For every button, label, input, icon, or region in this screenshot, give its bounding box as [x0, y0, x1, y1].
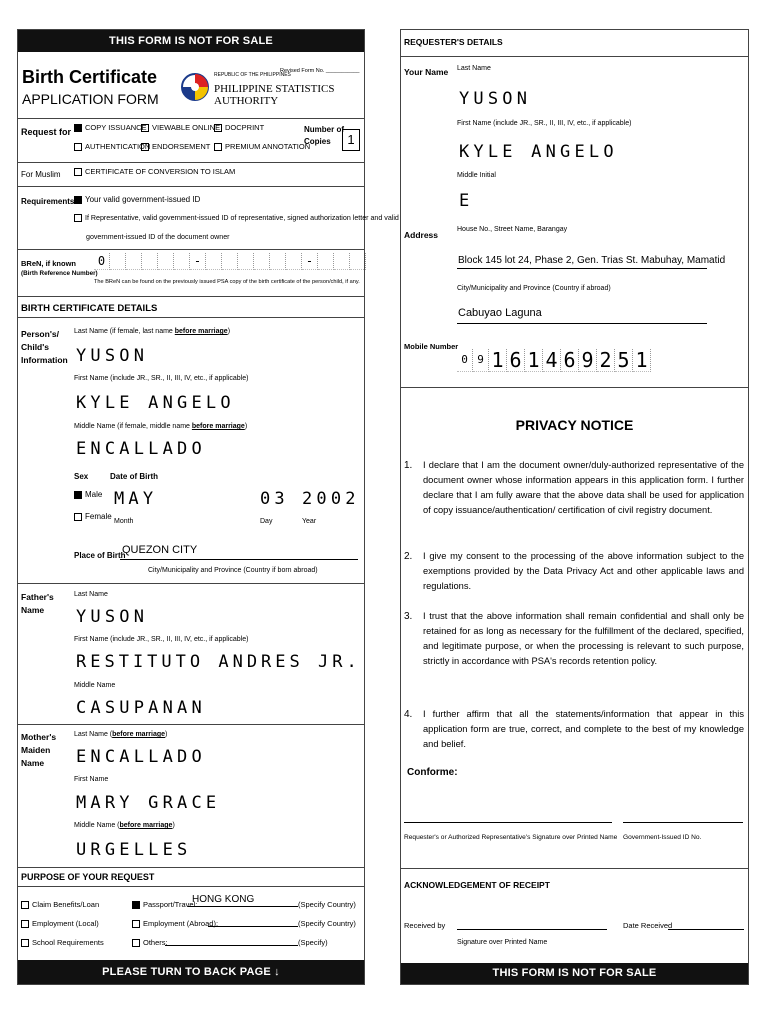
year-label: Year — [302, 518, 317, 525]
place-of-birth-label: Place of Birth — [74, 551, 126, 560]
for-muslim-label: For Muslim — [21, 170, 61, 179]
child-middle-name[interactable]: ENCALLADO — [76, 439, 206, 459]
mother-middle-name-hint: Middle Name (before marriage) — [74, 822, 175, 829]
bren-label: BReN, if known (Birth Reference Number) — [21, 259, 98, 277]
requester-details-title: REQUESTER'S DETAILS — [404, 37, 503, 47]
turn-to-back-page-banner: PLEASE TURN TO BACK PAGE ↓ — [18, 960, 364, 984]
mother-middle-name[interactable]: URGELLES — [76, 840, 192, 860]
specify-hint: (Specify) — [298, 938, 328, 947]
place-of-birth-hint: City/Municipality and Province (Country if born abroad) — [148, 567, 318, 574]
purpose-title: PURPOSE OF YOUR REQUEST — [21, 872, 155, 882]
month-label: Month — [114, 518, 134, 525]
passport-country-value[interactable]: HONG KONG — [192, 894, 255, 905]
purpose-others[interactable]: Others: — [132, 938, 168, 947]
checkbox-icon — [74, 143, 82, 151]
republic-label: REPUBLIC OF THE PHILIPPINES — [214, 72, 291, 78]
signature-line[interactable] — [404, 822, 612, 823]
option-premium-annotation[interactable]: PREMIUM ANNOTATION — [214, 142, 310, 151]
requirement-own-id[interactable]: Your valid government-issued ID — [74, 195, 200, 204]
city-value[interactable]: Cabuyao Laguna — [458, 307, 542, 319]
address-label: Address — [404, 230, 439, 240]
sex-female-option[interactable]: Female — [74, 512, 112, 521]
checkbox-icon — [141, 143, 149, 151]
gov-id-line[interactable] — [623, 822, 743, 823]
number-of-copies-label: Number of Copies — [304, 125, 344, 146]
father-middle-name[interactable]: CASUPANAN — [76, 698, 206, 718]
form-subtitle: APPLICATION FORM — [22, 91, 159, 107]
child-first-name-hint: First Name (include JR., SR., II, III, IV, etc., if applicable) — [74, 375, 249, 382]
your-name-label: Your Name — [404, 67, 449, 77]
option-endorsement[interactable]: ENDORSEMENT — [141, 142, 210, 151]
checkbox-icon — [74, 214, 82, 222]
child-first-name[interactable]: KYLE ANGELO — [76, 393, 235, 413]
checkbox-icon — [74, 168, 82, 176]
signature-printed-label: Signature over Printed Name — [457, 939, 548, 946]
father-middle-name-hint: Middle Name — [74, 682, 116, 689]
day-label: Day — [260, 518, 273, 525]
number-of-copies-value[interactable]: 1 — [342, 129, 360, 151]
dob-year[interactable]: 2002 — [302, 489, 360, 509]
requester-last-name-hint: Last Name — [457, 65, 491, 72]
bren-boxes[interactable]: 0 - - — [94, 253, 366, 270]
received-by-line[interactable] — [457, 929, 607, 930]
father-first-name-hint: First Name (include JR., SR., II, III, IV, etc., if applicable) — [74, 636, 249, 643]
child-last-name-hint: Last Name (if female, last name before marriage) — [74, 328, 231, 335]
requirement-representative-cont: government-issued ID of the document owner — [86, 233, 230, 241]
father-name-label: Father's Name — [21, 592, 54, 615]
middle-initial-hint: Middle Initial — [457, 172, 496, 179]
checkbox-checked-icon — [74, 491, 82, 499]
requirement-representative[interactable]: If Representative, valid government-issued ID of representative, signed authorization letter and valid — [74, 214, 399, 222]
option-viewable-online[interactable]: VIEWABLE ONLINE — [141, 123, 220, 132]
option-authentication[interactable]: AUTHENTICATION — [74, 142, 150, 151]
not-for-sale-banner: THIS FORM IS NOT FOR SALE — [18, 30, 364, 52]
form-title: Birth Certificate — [22, 67, 158, 87]
birth-certificate-form-front — [17, 29, 399, 985]
requester-first-name[interactable]: KYLE ANGELO — [459, 142, 618, 162]
checkbox-icon — [21, 939, 29, 947]
father-first-name[interactable]: RESTITUTO ANDRES JR. — [76, 652, 361, 672]
mobile-number-label: Mobile Number — [404, 342, 459, 351]
purpose-school[interactable]: School Requirements — [21, 938, 104, 947]
dob-month[interactable]: MAY — [114, 489, 158, 509]
conforme-label: Conforme: — [407, 767, 458, 778]
birth-certificate-form-back — [400, 29, 749, 985]
option-docprint[interactable]: DOCPRINT — [214, 123, 264, 132]
person-info-label: Person's/ Child's Information — [21, 329, 68, 365]
house-value[interactable]: Block 145 lot 24, Phase 2, Gen. Trias St. Mabuhay, Mamatid — [458, 255, 726, 266]
acknowledgement-title: ACKNOWLEDGEMENT OF RECEIPT — [404, 880, 550, 890]
checkbox-icon — [21, 920, 29, 928]
checkbox-icon — [74, 513, 82, 521]
checkbox-icon — [214, 124, 222, 132]
bren-digit: 0 — [94, 253, 110, 270]
checkbox-icon — [132, 920, 140, 928]
privacy-item-4: 4. I further affirm that all the statements/information that appear in this application form are true, correct, and complete to the best of my knowledge and belief. — [404, 709, 744, 749]
specify-country-hint-2: (Specify Country) — [298, 919, 356, 928]
checkbox-icon — [141, 124, 149, 132]
checkbox-icon — [21, 901, 29, 909]
requester-first-name-hint: First Name (include JR., SR., II, III, IV, etc., if applicable) — [457, 120, 632, 127]
father-last-name-hint: Last Name — [74, 591, 108, 598]
purpose-passport[interactable]: Passport/Travel: — [132, 900, 197, 909]
option-copy-issuance[interactable]: COPY ISSUANCE — [74, 123, 147, 132]
gov-id-label: Government-Issued ID No. — [623, 834, 702, 841]
sex-label: Sex — [74, 472, 89, 481]
checkbox-icon — [132, 939, 140, 947]
requester-last-name[interactable]: YUSON — [459, 89, 532, 109]
psa-name: PHILIPPINE STATISTICS AUTHORITY — [214, 83, 335, 107]
mobile-number-boxes[interactable]: 0 9 1 6 1 4 6 9 2 5 1 — [457, 349, 651, 372]
not-for-sale-footer: THIS FORM IS NOT FOR SALE — [401, 963, 748, 984]
mother-last-name[interactable]: ENCALLADO — [76, 747, 206, 767]
mother-name-label: Mother's Maiden Name — [21, 732, 57, 768]
psa-logo-icon — [180, 67, 210, 107]
checkbox-icon — [214, 143, 222, 151]
dob-day[interactable]: 03 — [260, 489, 289, 509]
mother-first-name-hint: First Name — [74, 776, 109, 783]
requester-middle-initial[interactable]: E — [459, 191, 474, 211]
privacy-item-3: 3. I trust that the above information shall remain confidential and shall only be retained for as long as necessary for the fulfillment of the declared, specified, and legitimate purpose, or when the processing is relevant to such purpose, strictly in accordance with PSA's records retention policy. — [404, 611, 744, 666]
received-by-label: Received by — [404, 921, 446, 930]
privacy-item-2: 2. I give my consent to the processing of the above information subject to the exemptions provided by the Data Privacy Act and other applicable laws and regulations. — [404, 551, 744, 591]
purpose-employment-abroad[interactable]: Employment (Abroad): — [132, 919, 218, 928]
request-for-label: Request for — [21, 127, 72, 137]
child-middle-name-hint: Middle Name (if female, middle name before marriage) — [74, 423, 248, 430]
signature-label: Requester's or Authorized Representative's Signature over Printed Name — [404, 834, 618, 841]
sex-male-option[interactable]: Male — [74, 490, 102, 499]
place-of-birth-value[interactable]: QUEZON CITY — [122, 544, 198, 556]
mother-last-name-hint: Last Name (before marriage) — [74, 731, 168, 738]
purpose-claim-benefits[interactable]: Claim Benefits/Loan — [21, 900, 99, 909]
privacy-item-1: 1. I declare that I am the document owner/duly-authorized representative of the document owner whose information appears in this application form. I further declare that I am fully aware that the above data shall be used for application of copy issuance/authentication/ certification of civil registry document. — [404, 460, 744, 515]
city-hint: City/Municipality and Province (Country if abroad) — [457, 285, 611, 292]
purpose-employment-local[interactable]: Employment (Local) — [21, 919, 99, 928]
checkbox-checked-icon — [132, 901, 140, 909]
date-received-label: Date Received — [623, 921, 673, 930]
revised-form-no: Revised Form No. ___________ — [280, 68, 360, 74]
bc-details-title: BIRTH CERTIFICATE DETAILS — [21, 303, 158, 314]
specify-country-hint: (Specify Country) — [298, 900, 356, 909]
child-last-name[interactable]: YUSON — [76, 346, 149, 366]
checkbox-checked-icon — [74, 124, 82, 132]
privacy-notice-title: PRIVACY NOTICE — [515, 417, 634, 433]
checkbox-checked-icon — [74, 196, 82, 204]
mother-first-name[interactable]: MARY GRACE — [76, 793, 221, 813]
dob-label: Date of Birth — [110, 472, 158, 481]
house-hint: House No., Street Name, Barangay — [457, 226, 568, 233]
father-last-name[interactable]: YUSON — [76, 607, 149, 627]
date-received-line[interactable] — [668, 929, 744, 930]
requirements-label: Requirements — [21, 197, 75, 206]
bren-note: The BReN can be found on the previously issued PSA copy of the birth certificate of the person/child, if any. — [94, 279, 360, 285]
option-conversion-islam[interactable]: CERTIFICATE OF CONVERSION TO ISLAM — [74, 167, 235, 176]
